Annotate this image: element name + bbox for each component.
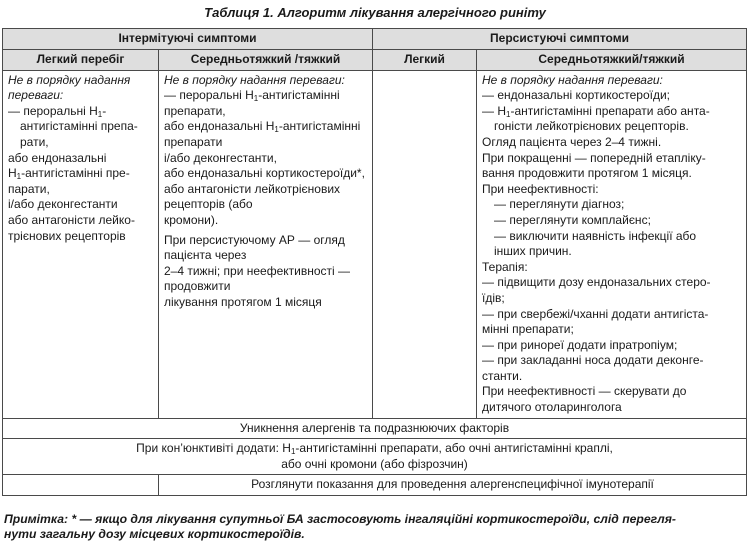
text-line: — пероральні $Н_1-$ [8,103,107,119]
group-persistent: Персистуючі симптоми [373,29,747,50]
text-line: При персистуючому АР — огляд пацієнта через [164,232,345,263]
text-line: При неефективності: [482,181,599,196]
text-line: вання продовжити протягом 1 місяця. [482,166,692,181]
order-note: Не в порядку надання переваги: [482,72,663,87]
order-note: Не в порядку надання переваги: [8,72,131,103]
column-header-row [3,49,747,70]
immunotherapy-row [3,475,747,496]
allergens-cell: Уникнення алергенів та подразнюючих факторів [3,418,747,439]
text-line: або ендоназальні кортикостероїди*, [164,166,365,181]
cell-persistent-mild [373,70,477,418]
text-line: При покращенні — попередній етапліку- [482,150,706,165]
text-line: антигістамінні препа- [20,119,138,134]
text-line: їдів; [482,290,505,305]
text-line: — при закладанні носа додати деконге- [482,353,704,368]
text-line: трієнових рецепторів [8,228,126,243]
text-line: При кон’юнктивіті додати: $Н_1$-антигістамінні препарати, або очні антигістамінні краплі, [136,441,613,457]
allergens-row [3,418,747,439]
col-intermittent-mild: Легкий перебіг [3,49,159,70]
table-title: Таблиця 1. Алгоритм лікування алергічного риніту [204,5,546,20]
conjunctivitis-cell [3,439,747,475]
treatment-algorithm-table [2,28,747,496]
text-line: станти. [482,368,523,383]
text-line: — виключити наявність інфекції або [494,228,697,243]
text-line: Терапія: [482,259,528,274]
conjunctivitis-row [3,439,747,475]
order-note: Не в порядку надання переваги: [164,72,345,87]
col-intermittent-moderate: Середньотяжкий /тяжкий [159,49,373,70]
text-line: або ендоназальні $Н_1$-антигістамінні препарати [164,119,361,149]
text-line: парати, [8,181,50,196]
cell-persistent-moderate [477,70,747,418]
text-line: — ендоназальні кортикостероїди; [482,88,671,103]
col-persistent-moderate: Середньотяжкий/тяжкий [477,49,747,70]
text-line: — підвищити дозу ендоназальних стеро- [482,275,711,290]
text-line: або ендоназальні [8,150,107,165]
footnote-line: Примітка: * — якщо для лікування супутньої БА застосовують інгаляційні кортикостероїди, слід перегля- [4,512,676,526]
text-line: — переглянути комплайєнс; [494,212,651,227]
text-line: або антагоністи лейко- [8,212,135,227]
cell-intermittent-mild [3,70,159,418]
immunotherapy-empty-cell [3,475,159,496]
text-line: Огляд пацієнта через 2–4 тижні. [482,134,662,149]
text-line: 2–4 тижні; при неефективності — продовжити [164,263,351,294]
text-line: рати, [20,134,49,149]
group-intermittent: Інтермітуючі симптоми [3,29,373,50]
text-line: і/або деконгестанти [8,197,118,212]
footnote [4,512,746,542]
text-line: — переглянути діагноз; [494,197,625,212]
text-line: і/або деконгестанти, [164,150,277,165]
text-line: — $Н_1$-антигістамінні препарати або анта- [482,103,710,119]
text-line: інших причин. [494,244,572,259]
text-line: При неефективності — скерувати до [482,384,687,399]
text-line: — при свербежі/чханні додати антигіста- [482,306,709,321]
cell-intermittent-moderate [159,70,373,418]
text-line: — при ринореї додати іпратропіум; [482,337,678,352]
immunotherapy-cell: Розглянути показання для проведення алергенспецифічної імунотерапії [159,475,747,496]
text-line: лікування протягом 1 місяця [164,294,322,309]
text-line: $Н_1$-антигістамінні пре- [8,166,130,182]
text-line: — пероральні $Н_1$-антигістамінні препарати, [164,88,340,118]
col-persistent-mild: Легкий [373,49,477,70]
text-line: мінні препарати; [482,322,574,337]
footnote-line: нути загальну дозу місцевих кортикостероїдів. [4,527,305,541]
text-line: або антагоністи лейкотрієнових рецепторів (або [164,181,341,212]
group-header-row [3,29,747,50]
text-line: або очні кромони (або фізрозчин) [281,456,468,471]
treatment-row [3,70,747,418]
text-line: кромони). [164,212,219,227]
text-line: дитячого отоларинголога [482,400,622,415]
text-line: гоністи лейкотрієнових рецепторів. [494,119,689,134]
